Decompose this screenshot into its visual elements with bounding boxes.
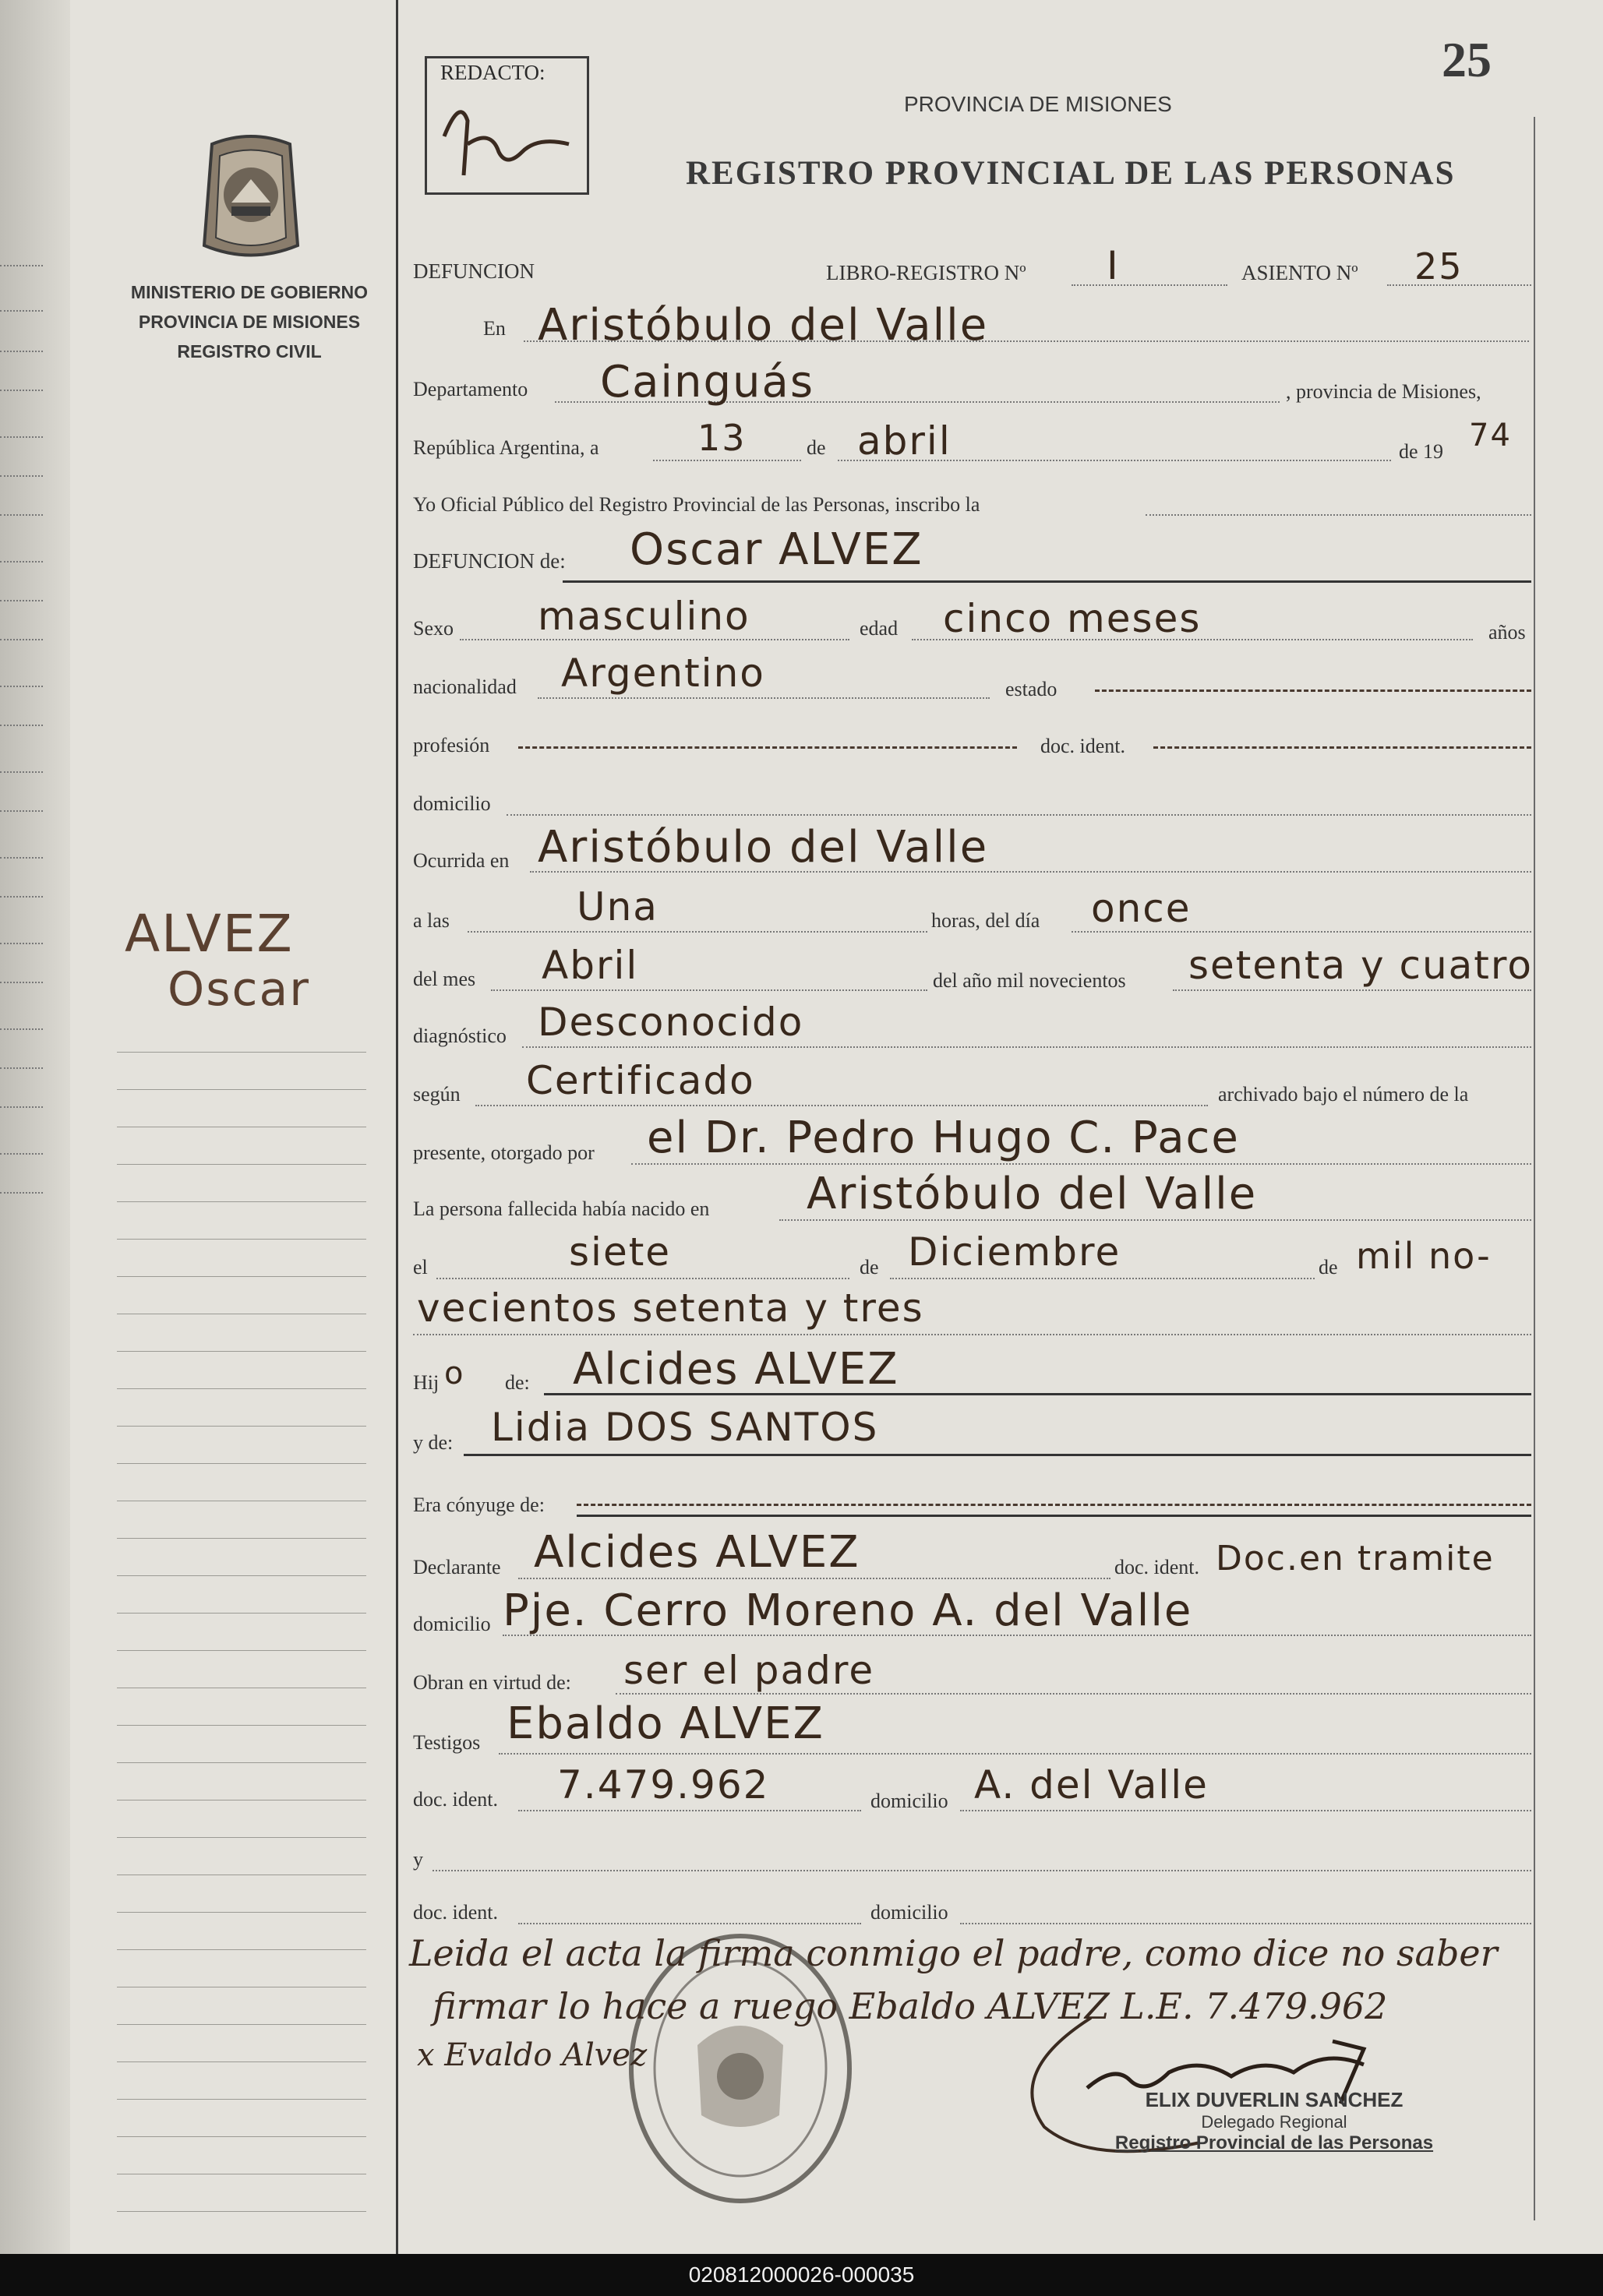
deceased-underline <box>563 580 1531 583</box>
de-label3: de <box>1319 1256 1338 1278</box>
ledger-line <box>117 1575 366 1576</box>
en-value: Aristóbulo del Valle <box>538 300 989 351</box>
ledger-line <box>117 2211 366 2212</box>
margin-surname: ALVEZ <box>125 904 294 964</box>
provincial-seal-icon <box>189 129 313 261</box>
closing-line3: x Evaldo Alvez <box>417 2037 648 2073</box>
libro-value: I <box>1107 243 1120 288</box>
hijo-suffix: o <box>444 1356 465 1391</box>
otorgado-value: el Dr. Pedro Hugo C. Pace <box>647 1113 1240 1163</box>
ledger-line <box>117 2061 366 2062</box>
right-rule <box>1534 117 1535 2220</box>
declarante-value: Alcides ALVEZ <box>534 1527 860 1578</box>
otorgado-dots <box>631 1163 1531 1165</box>
provincia-suffix: , provincia de Misiones, <box>1286 380 1481 403</box>
ledger-line <box>117 1725 366 1726</box>
oficial-dots <box>1146 514 1531 516</box>
closing-line2: firmar lo hace a ruego Ebaldo ALVEZ L.E. 7.479.962 <box>433 1985 1388 2027</box>
ledger-line <box>117 1613 366 1614</box>
nacionalidad-value: Argentino <box>561 651 765 696</box>
ocurrida-value: Aristóbulo del Valle <box>538 822 989 873</box>
ledger-line <box>117 1239 366 1240</box>
diagnostico-value: Desconocido <box>538 1000 804 1045</box>
mother-name: Lidia DOS SANTOS <box>491 1405 879 1450</box>
de-label: de <box>807 436 826 459</box>
nacionalidad-label: nacionalidad <box>413 675 517 698</box>
ledger-line <box>117 2099 366 2100</box>
province-title: PROVINCIA DE MISIONES <box>904 92 1172 116</box>
day-value: 13 <box>697 417 747 459</box>
doc2-label: doc. ident. <box>413 1901 499 1924</box>
declarante-dots <box>518 1578 1110 1579</box>
margin-dot-line <box>0 725 43 726</box>
del-mes-label: del mes <box>413 968 476 990</box>
ministry-line3: REGISTRO CIVIL <box>177 341 322 362</box>
test-doc-dots <box>518 1810 861 1811</box>
margin-dot-line <box>0 436 43 438</box>
closing-line1: Leida el acta la firma conmigo el padre, como dice no saber <box>409 1932 1498 1974</box>
diagnostico-dots <box>522 1046 1531 1048</box>
birth-year-b: vecientos setenta y tres <box>417 1286 924 1331</box>
margin-dot-line <box>0 857 43 859</box>
edad-value: cinco meses <box>943 596 1202 641</box>
ledger-line <box>117 1949 366 1950</box>
margin-dot-line <box>0 351 43 352</box>
defuncion-de-label: DEFUNCION de: <box>413 549 566 573</box>
signature-block <box>1087 2088 1461 2154</box>
signatory-title: Delegado Regional <box>1201 2112 1347 2132</box>
segun-dots <box>475 1105 1208 1106</box>
ledger-line <box>117 1052 366 1053</box>
birth-year-a: mil no- <box>1356 1235 1492 1277</box>
dom2-dots <box>960 1923 1531 1924</box>
decl-dom-label: domicilio <box>413 1613 491 1635</box>
departamento-label: Departamento <box>413 378 528 400</box>
test-doc-label: doc. ident. <box>413 1788 499 1811</box>
departamento-value: Cainguás <box>600 357 814 407</box>
a-las-label: a las <box>413 909 450 932</box>
dom2-label: domicilio <box>870 1901 948 1924</box>
sexo-value: masculino <box>538 594 750 639</box>
mes-value: Abril <box>542 943 639 988</box>
oficial-text: Yo Oficial Público del Registro Provincial de las Personas, inscribo la <box>413 493 980 516</box>
testigos-label: Testigos <box>413 1731 481 1754</box>
obran-dots <box>616 1693 1531 1695</box>
test-dom-dots <box>960 1810 1531 1811</box>
margin-dot-line <box>0 600 43 601</box>
document-id-footer: 020812000026-000035 <box>0 2254 1603 2296</box>
decl-doc-label: doc. ident. <box>1114 1556 1200 1578</box>
domicilio-label: domicilio <box>413 792 491 815</box>
presente-label: presente, otorgado por <box>413 1141 595 1164</box>
ledger-line <box>117 1164 366 1165</box>
el-label: el <box>413 1256 428 1278</box>
decl-doc-value: Doc.en tramite <box>1216 1539 1495 1578</box>
year-value: 74 <box>1469 418 1512 453</box>
asiento-value: 25 <box>1414 245 1464 287</box>
y-de-label: y de: <box>413 1431 454 1454</box>
margin-dot-line <box>0 1067 43 1069</box>
mes-dots <box>491 989 927 991</box>
hora-dots <box>468 931 927 933</box>
margin-dot-line <box>0 686 43 687</box>
ledger-line <box>117 1837 366 1838</box>
estado-label: estado <box>1005 678 1057 700</box>
ano-value: setenta y cuatro <box>1188 943 1533 988</box>
obran-value: ser el padre <box>623 1648 875 1693</box>
archivado-label: archivado bajo el número de la <box>1218 1083 1469 1106</box>
en-label: En <box>483 317 506 340</box>
month-value: abril <box>857 418 952 464</box>
profesion-doc-dash <box>1153 746 1531 749</box>
margin-dot-line <box>0 1153 43 1155</box>
y-label: y <box>413 1848 423 1871</box>
profesion-dash <box>518 746 1017 749</box>
redacto-initials-signature <box>436 90 577 183</box>
margin-dot-line <box>0 514 43 516</box>
father-name: Alcides ALVEZ <box>573 1344 899 1395</box>
nacido-value: Aristóbulo del Valle <box>807 1169 1258 1219</box>
mother-underline <box>464 1454 1531 1456</box>
defuncion-label: DEFUNCION <box>413 259 535 283</box>
testigo-value: Ebaldo ALVEZ <box>507 1698 824 1749</box>
asiento-label: ASIENTO Nº <box>1241 261 1358 284</box>
ledger-line <box>117 1912 366 1913</box>
ledger-line <box>117 1762 366 1763</box>
ledger-line <box>117 1426 366 1427</box>
conyuge-label: Era cónyuge de: <box>413 1494 545 1516</box>
birth-day-dots <box>436 1278 849 1279</box>
ledger-line <box>117 1089 366 1090</box>
de-label2: de <box>860 1256 879 1278</box>
test-dom-value: A. del Valle <box>974 1762 1209 1808</box>
ministry-line2: PROVINCIA DE MISIONES <box>138 312 361 332</box>
ocurrida-label: Ocurrida en <box>413 849 510 872</box>
estado-dash <box>1095 690 1531 692</box>
dia-dots <box>1072 931 1531 933</box>
margin-dot-line <box>0 390 43 391</box>
ledger-line <box>117 1463 366 1464</box>
horas-label: horas, del día <box>931 909 1040 932</box>
ledger-line <box>117 1650 366 1651</box>
ledger-line <box>117 1351 366 1352</box>
conyuge-underline <box>577 1515 1531 1517</box>
anos-label: años <box>1488 621 1526 644</box>
nacionalidad-dots <box>538 697 990 699</box>
birth-month-dots <box>890 1278 1315 1279</box>
hora-value: Una <box>577 884 659 929</box>
republica-label: República Argentina, a <box>413 436 599 459</box>
margin-dot-line <box>0 771 43 773</box>
ledger-line <box>117 1201 366 1202</box>
dia-value: once <box>1091 886 1192 931</box>
redacto-label: REDACTO: <box>440 61 546 84</box>
edad-label: edad <box>860 617 899 640</box>
margin-dot-line <box>0 810 43 812</box>
obran-label: Obran en virtud de: <box>413 1671 571 1694</box>
ledger-line <box>117 1538 366 1539</box>
margin-dot-line <box>0 943 43 944</box>
ano-dots <box>1173 989 1531 991</box>
signatory-office: Registro Provincial de las Personas <box>1114 2132 1434 2153</box>
decl-dom-value: Pje. Cerro Moreno A. del Valle <box>503 1585 1193 1636</box>
margin-dot-line <box>0 982 43 983</box>
ledger-line <box>117 1276 366 1277</box>
ano-label: del año mil novecientos <box>933 969 1126 992</box>
libro-dots <box>1072 284 1227 286</box>
libro-label: LIBRO-REGISTRO Nº <box>826 261 1026 284</box>
margin-dot-line <box>0 1192 43 1194</box>
doc2-dots <box>518 1923 861 1924</box>
profesion-label: profesión <box>413 734 490 757</box>
birth-day: siete <box>569 1229 672 1275</box>
margin-dot-line <box>0 310 43 312</box>
year-prefix: de 19 <box>1399 440 1444 463</box>
nacido-dots <box>779 1219 1531 1221</box>
birth-year-dots <box>413 1334 1531 1335</box>
test-dom-label: domicilio <box>870 1790 948 1812</box>
margin-dot-line <box>0 896 43 898</box>
sexo-label: Sexo <box>413 617 454 640</box>
test-doc-value: 7.479.962 <box>557 1762 770 1808</box>
testigos-dots <box>499 1753 1531 1755</box>
ledger-line <box>117 2136 366 2137</box>
margin-given-name: Oscar <box>168 962 310 1017</box>
hijo-label: Hij <box>413 1371 440 1394</box>
profesion-doc-label: doc. ident. <box>1040 735 1126 757</box>
margin-dot-line <box>0 1028 43 1030</box>
ministry-header <box>117 277 382 366</box>
diagnostico-label: diagnóstico <box>413 1025 507 1047</box>
deceased-name: Oscar ALVEZ <box>630 524 923 575</box>
margin-dot-line <box>0 475 43 477</box>
signatory-name: ELIX DUVERLIN SANCHEZ <box>1145 2088 1404 2111</box>
ledger-line <box>117 2024 366 2025</box>
ministry-line1: MINISTERIO DE GOBIERNO <box>130 282 369 302</box>
sexo-dots <box>460 639 849 640</box>
domicilio-dots <box>507 814 1531 816</box>
nacido-label: La persona fallecida había nacido en <box>413 1197 710 1220</box>
ledger-line <box>117 1388 366 1389</box>
margin-dot-line <box>0 561 43 563</box>
declarante-label: Declarante <box>413 1556 501 1578</box>
margin-dot-line <box>0 1106 43 1108</box>
y-dots <box>433 1870 1531 1871</box>
hijo-de: de: <box>505 1371 530 1394</box>
conyuge-dash <box>577 1504 1531 1506</box>
margin-rule <box>396 0 398 2254</box>
margin-dot-line <box>0 639 43 640</box>
segun-label: según <box>413 1083 461 1106</box>
segun-value: Certificado <box>526 1058 755 1103</box>
day-dots <box>653 460 801 461</box>
page-number: 25 <box>1442 32 1492 87</box>
registry-title: REGISTRO PROVINCIAL DE LAS PERSONAS <box>686 155 1456 192</box>
margin-dot-line <box>0 265 43 266</box>
birth-month: Diciembre <box>908 1229 1121 1275</box>
